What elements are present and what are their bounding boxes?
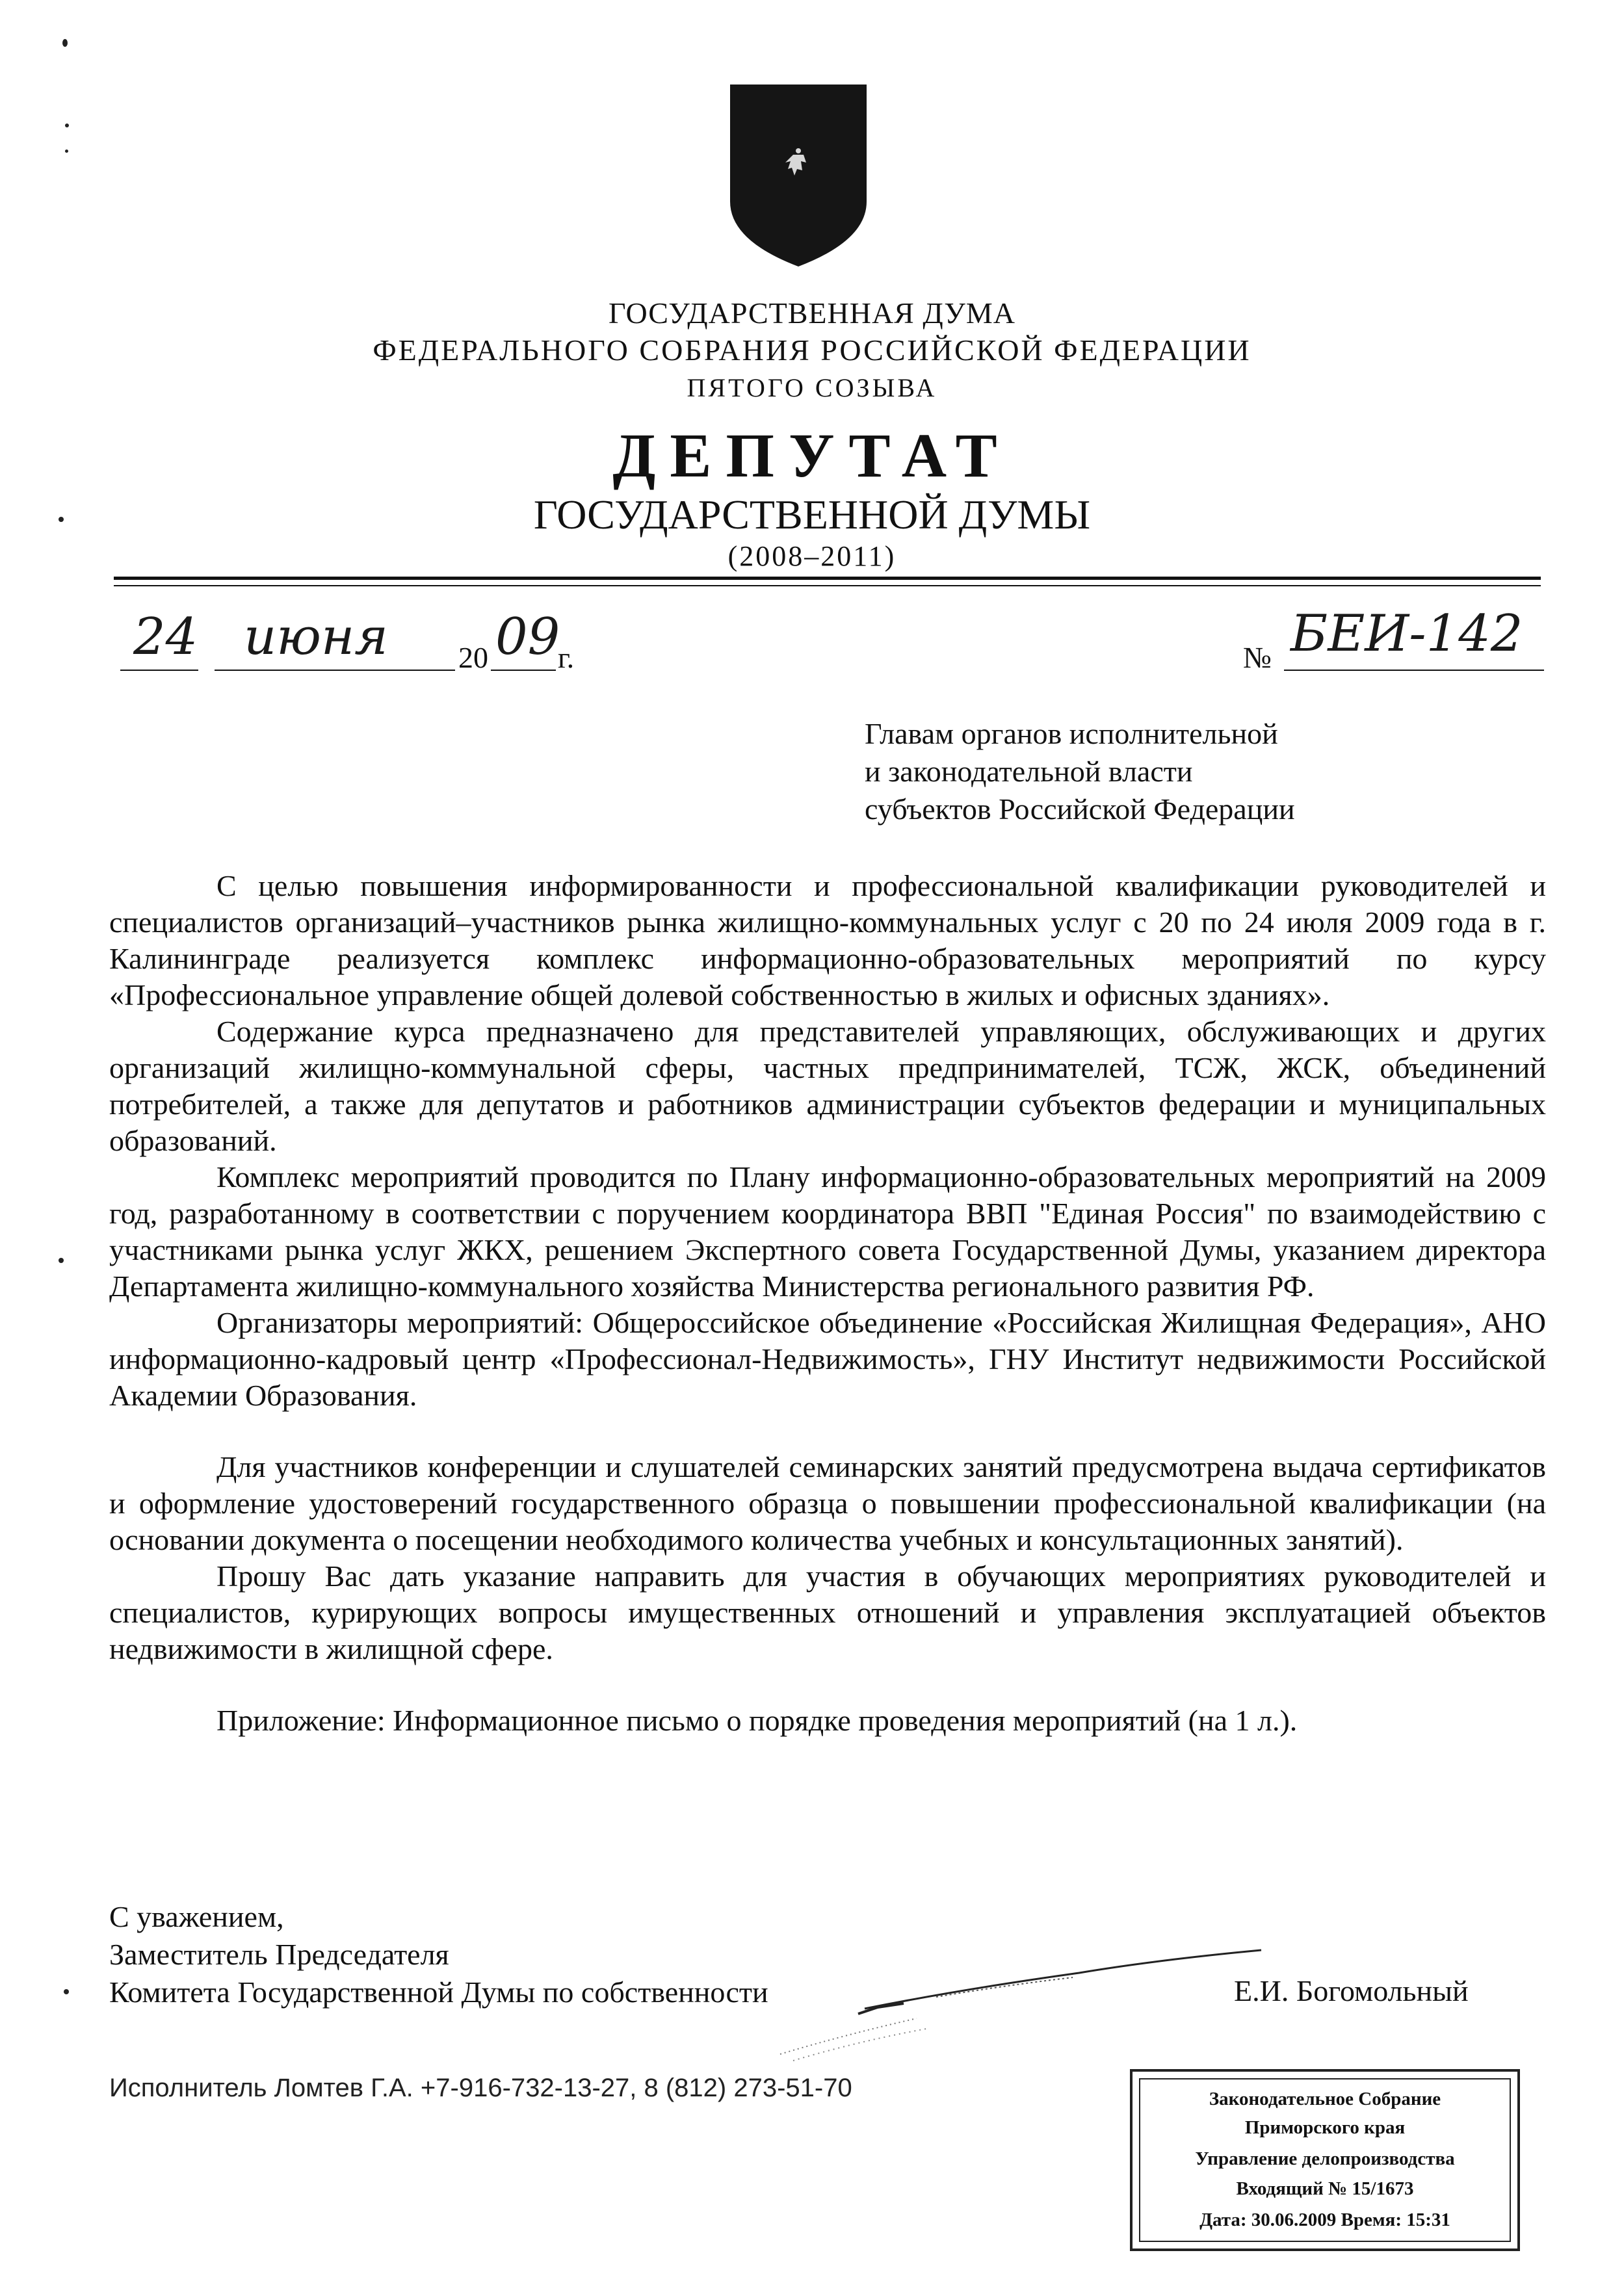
org-line-1: ГОСУДАРСТВЕННАЯ ДУМА (609, 296, 1015, 330)
closing-regards: С уважением, (109, 1900, 284, 1933)
addressee-line: и законодательной власти (865, 755, 1193, 788)
date-month: июня (244, 608, 388, 666)
letterhead-term: (2008–2011) (727, 540, 897, 572)
date-year-suffix: 09 (495, 608, 560, 666)
letterhead-subtitle: ГОСУДАРСТВЕННОЙ ДУМЫ (533, 491, 1091, 538)
org-line-2: ФЕДЕРАЛЬНОГО СОБРАНИЯ РОССИЙСКОЙ ФЕДЕРАЦИИ (373, 333, 1251, 367)
date-month-underline (215, 670, 455, 671)
state-emblem-icon (720, 78, 876, 273)
date-day-underline (120, 670, 198, 671)
stamp-line-3: Управление делопроизводства (1195, 2148, 1455, 2169)
date-year-prefix: 20 (458, 641, 488, 674)
number-value: БЕИ-142 (1290, 605, 1523, 663)
closing-block (109, 1898, 768, 2011)
body-paragraph-4: Организаторы мероприятий: Общероссийское объединение «Российская Жилищная Федерация», АНО информационно-кадровый центр «Профессионал-Недвижимость», ГНУ Институт недвижимости Российской Академии Образования. (109, 1306, 1546, 1412)
attachment-note: Приложение: Информационное письмо о порядке проведения мероприятий (на 1 л.). (216, 1704, 1298, 1737)
number-underline (1284, 670, 1544, 671)
scan-speck (65, 124, 69, 127)
letterhead-title: ДЕПУТАТ (612, 421, 1012, 490)
addressee-block (865, 715, 1295, 828)
stamp-line-5: Дата: 30.06.2009 Время: 15:31 (1199, 2209, 1450, 2230)
date-year-underline (491, 670, 556, 671)
body-paragraph-1: С целью повышения информированности и профессиональной квалификации руководителей и специалистов организаций–участников рынка жилищно-коммунальных услуг с 20 по 24 июля 2009 года в г. Калининграде реализуется комплекс информационно-образовательных мероприятий по курсу «Профессиональное управление общей долевой собственностью в жилых и офисных зданиях». (109, 869, 1546, 1011)
body-paragraph-5: Для участников конференции и слушателей семинарских занятий предусмотрена выдача сертификатов и оформление удостоверений государственного образца о повышении профессиональной квалификации (на основании документа о посещении необходимого количества учебных и консультационных занятий). (109, 1450, 1546, 1556)
addressee-line: субъектов Российской Федерации (865, 792, 1295, 826)
scan-speck (64, 1989, 69, 1994)
stamp-line-1: Законодательное Собрание (1209, 2089, 1441, 2109)
body-paragraph-6: Прошу Вас дать указание направить для участия в обучающих мероприятиях руководителей и специалистов, курирующих вопросы имущественных отношений и управления эксплуатацией объектов недвижимости в жилищной сфере. (109, 1559, 1546, 1665)
org-line-3: ПЯТОГО СОЗЫВА (687, 373, 937, 402)
header-rule-thin (114, 585, 1541, 586)
closing-position-line-2: Комитета Государственной Думы по собственности (109, 1975, 768, 2009)
body-paragraph-2: Содержание курса предназначено для представителей управляющих, обслуживающих и других организаций жилищно-коммунальной сферы, частных предпринимателей, ТСЖ, ЖСК, объединений потребителей, а также для депутатов и работников администрации субъектов федерации и муниципальных образований. (109, 1015, 1546, 1157)
addressee-line: Главам органов исполнительной (865, 717, 1278, 750)
signer-name: Е.И. Богомольный (1234, 1974, 1469, 2007)
executor-contact: Исполнитель Ломтев Г.А. +7-916-732-13-27, 8 (812) 273-51-70 (109, 2074, 852, 2102)
handwritten-signature (767, 1924, 1287, 2074)
scan-speck (59, 1258, 64, 1263)
number-label: № (1243, 641, 1272, 674)
scan-speck (65, 150, 68, 153)
date-day: 24 (133, 608, 198, 666)
stamp-line-2: Приморского края (1244, 2117, 1406, 2138)
header-rule-thick (114, 577, 1541, 580)
date-year-mark: г. (558, 641, 575, 674)
registration-stamp (1130, 2069, 1520, 2251)
scan-speck (59, 517, 64, 522)
scan-speck (62, 39, 68, 47)
letter-body (109, 868, 1546, 1739)
closing-position-line-1: Заместитель Председателя (109, 1938, 449, 1971)
body-paragraph-3: Комплекс мероприятий проводится по Плану информационно-образовательных мероприятий на 2009 год, разработанному в соответствии с поручением координатора ВВП "Единая Россия" по взаимодействию с участниками рынка услуг ЖКХ, решением Экспертного совета Государственной Думы, указанием директора Департамента жилищно-коммунального хозяйства Министерства регионального развития РФ. (109, 1160, 1546, 1303)
stamp-line-4: Входящий № 15/1673 (1236, 2178, 1414, 2199)
